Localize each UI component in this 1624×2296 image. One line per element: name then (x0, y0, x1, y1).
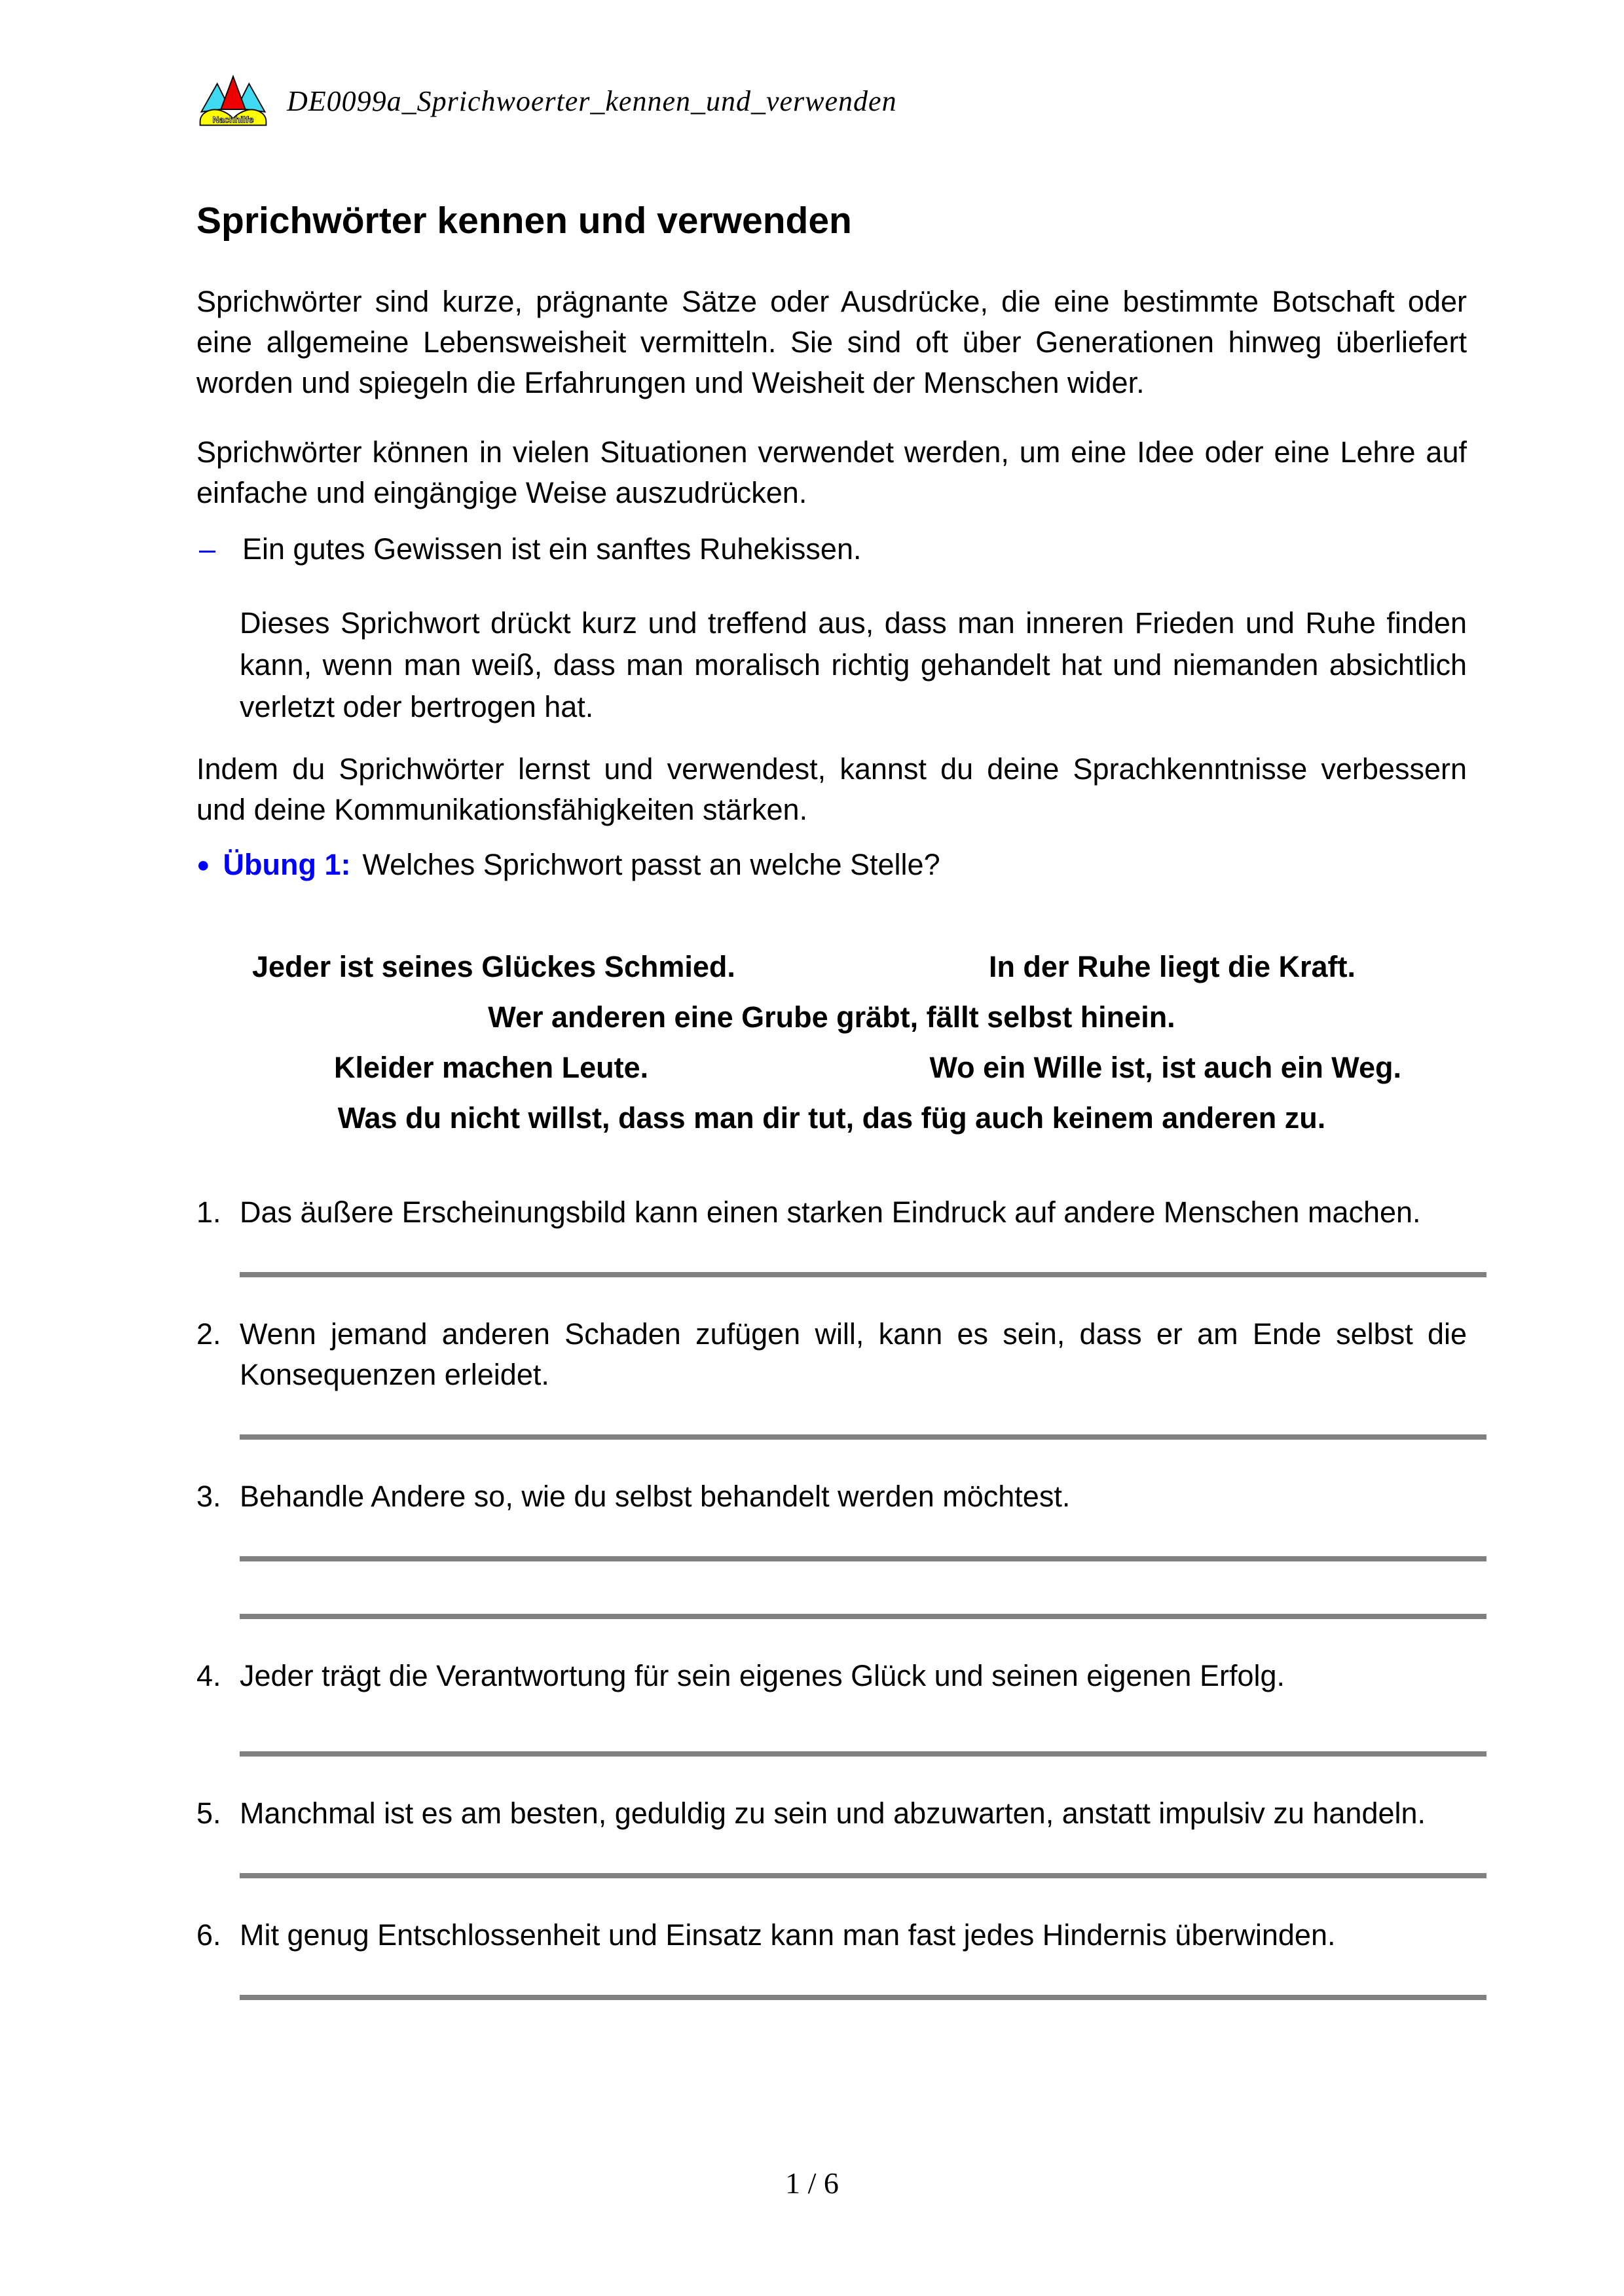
exercise-label: Übung 1: (223, 848, 351, 881)
proverb-row (196, 1048, 1467, 1088)
answer-blank-line (240, 1873, 1486, 1878)
intro-paragraph-3: Indem du Sprichwörter lernst und verwendest, kannst du deine Sprachkenntnisse verbessern und deine Kommunikationsfähigkeiten stärken. (196, 752, 1467, 826)
exercise-heading (196, 845, 1467, 885)
question-number: 5. (196, 1796, 221, 1830)
dash-bullet-icon: – (199, 532, 216, 566)
answer-blank-line (240, 1751, 1486, 1757)
question-item (196, 1656, 1467, 1696)
answer-blank-line (240, 1556, 1486, 1561)
question-number: 6. (196, 1918, 221, 1952)
question-list (196, 1192, 1467, 2000)
question-item (196, 1476, 1467, 1517)
proverb-row (196, 947, 1467, 987)
proverb: Jeder ist seines Glückes Schmied. (252, 950, 735, 983)
question-text: Behandle Andere so, wie du selbst behandelt werden möchtest. (240, 1480, 1071, 1513)
proverb: Wer anderen eine Grube gräbt, fällt selbst hinein. (488, 1000, 1175, 1034)
answer-blank-line (240, 1995, 1486, 2000)
proverb-bank (196, 947, 1467, 1139)
document-filename: DE0099a_Sprichwoerter_kennen_und_verwenden (287, 84, 897, 117)
proverb: Wo ein Wille ist, ist auch ein Weg. (929, 1051, 1401, 1084)
intro-paragraph-2: Sprichwörter können in vielen Situationen verwendet werden, um eine Idee oder eine Lehre auf einfache und eingängige Weise auszudrücken. (196, 435, 1467, 509)
logo-text: Nachhilfe (212, 114, 254, 125)
question-text: Das äußere Erscheinungsbild kann einen starken Eindruck auf andere Menschen machen. (240, 1195, 1421, 1229)
question-number: 2. (196, 1317, 221, 1351)
question-text: Manchmal ist es am besten, geduldig zu sein und abzuwarten, anstatt impulsiv zu handeln. (240, 1796, 1426, 1830)
answer-blank-line (240, 1272, 1486, 1277)
question-item (196, 1314, 1467, 1395)
question-number: 1. (196, 1195, 221, 1229)
example-proverb-row (196, 529, 1467, 570)
proverb: Was du nicht willst, dass man dir tut, das füg auch keinem anderen zu. (337, 1101, 1326, 1135)
answer-blank-line (240, 1614, 1486, 1619)
page-number: 1 / 6 (785, 2166, 839, 2200)
question-text: Wenn jemand anderen Schaden zufügen will, kann es sein, dass er am Ende selbst die Konsequenzen erleidet. (240, 1317, 1467, 1391)
page-title: Sprichwörter kennen und verwenden (196, 200, 852, 242)
question-number: 4. (196, 1659, 221, 1692)
example-explanation: Dieses Sprichwort drückt kurz und treffend aus, dass man inneren Frieden und Ruhe finden kann, wenn man weiß, dass man moralisch richtig gehandelt hat und niemanden absichtlich verletzt oder bertrogen hat. (240, 606, 1467, 723)
bullet-dot-icon: ● (196, 852, 210, 877)
proverb: In der Ruhe liegt die Kraft. (988, 950, 1356, 983)
example-proverb-text: Ein gutes Gewissen ist ein sanftes Ruhekissen. (242, 532, 862, 566)
answer-blank-line (240, 1434, 1486, 1440)
question-item (196, 1915, 1467, 1956)
page-header (196, 73, 1467, 128)
question-item (196, 1192, 1467, 1233)
question-item (196, 1793, 1467, 1834)
exercise-question: Welches Sprichwort passt an welche Stelle? (362, 848, 940, 881)
proverb: Kleider machen Leute. (334, 1051, 649, 1084)
question-text: Jeder trägt die Verantwortung für sein eigenes Glück und seinen eigenen Erfolg. (240, 1659, 1285, 1692)
intro-paragraph-1: Sprichwörter sind kurze, prägnante Sätze oder Ausdrücke, die eine bestimmte Botschaft oder eine allgemeine Lebensweisheit vermitteln. Sie sind oft über Generationen hinweg überliefert worden und spiegeln die Erfahrungen und Weisheit der Menschen wider. (196, 285, 1467, 399)
proverb-row (196, 997, 1467, 1038)
proverb-row (196, 1098, 1467, 1139)
question-number: 3. (196, 1480, 221, 1513)
nachhilfe-logo-icon (196, 73, 270, 128)
question-text: Mit genug Entschlossenheit und Einsatz kann man fast jedes Hindernis überwinden. (240, 1918, 1336, 1952)
